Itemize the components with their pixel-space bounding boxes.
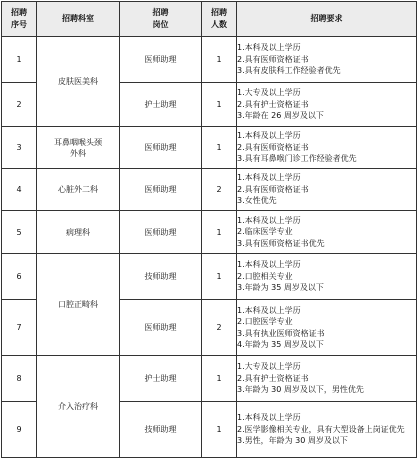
requirement-line: 4.年龄为 35 周岁及以下 (237, 339, 324, 349)
requirement-line: 1.本科及以上学历 (237, 305, 301, 315)
count-cell: 1 (202, 37, 237, 83)
post-cell: 医师助理 (120, 211, 202, 254)
requirement-line: 1.本科及以上学历 (237, 260, 301, 270)
count-cell: 1 (202, 402, 237, 458)
header-seq (2, 2, 37, 37)
requirement-line: 3.年龄在 26 周岁及以下 (237, 111, 324, 121)
post-cell: 技师助理 (120, 254, 202, 300)
requirements-cell (237, 37, 417, 83)
table-row (2, 169, 417, 211)
requirement-line: 1.本科及以上学历 (237, 215, 301, 225)
seq-cell: 9 (2, 402, 37, 458)
seq-cell: 6 (2, 254, 37, 300)
header-dept: 招聘科室 (37, 2, 120, 37)
header-count-line1: 招聘 (211, 8, 227, 17)
post-cell: 护士助理 (120, 356, 202, 402)
header-seq-line2: 序号 (11, 20, 27, 29)
seq-cell: 5 (2, 211, 37, 254)
post-cell: 医师助理 (120, 127, 202, 169)
requirements-cell (237, 211, 417, 254)
requirement-line: 3.年龄为 35 周岁及以下 (237, 283, 324, 293)
count-cell: 2 (202, 300, 237, 356)
requirement-line: 3.男性，年龄为 30 周岁及以下 (237, 436, 348, 446)
requirement-line: 2.口腔医学专业 (237, 317, 293, 327)
requirements-cell (237, 300, 417, 356)
requirement-line: 3.年龄为 30 周岁及以下，男性优先 (237, 385, 364, 395)
requirement-line: 2.临床医学专业 (237, 227, 293, 237)
post-cell: 技师助理 (120, 402, 202, 458)
requirement-line: 3.具有皮肤科工作经验者优先 (237, 66, 341, 76)
table-row (2, 356, 417, 402)
requirement-line: 2.口腔相关专业 (237, 271, 293, 281)
requirement-line: 1.本科及以上学历 (237, 413, 301, 423)
count-cell: 1 (202, 254, 237, 300)
header-count-line2: 人数 (211, 20, 227, 29)
requirements-cell (237, 83, 417, 127)
requirement-line: 1.本科及以上学历 (237, 173, 301, 183)
requirements-cell (237, 127, 417, 169)
requirements-cell (237, 254, 417, 300)
count-cell: 1 (202, 211, 237, 254)
seq-cell: 4 (2, 169, 37, 211)
requirement-line: 1.本科及以上学历 (237, 43, 301, 53)
requirement-line: 2.具有医师资格证书 (237, 142, 309, 152)
dept-cell: 口腔正畸科 (37, 254, 120, 356)
requirement-line: 3.具有执业医师资格证书 (237, 328, 325, 338)
requirement-line: 2.具有护士资格证书 (237, 373, 309, 383)
requirement-line: 2.具有医师资格证书 (237, 184, 309, 194)
table-row (2, 254, 417, 300)
requirement-line: 2.具有医师资格证书 (237, 54, 309, 64)
table-row (2, 211, 417, 254)
header-seq-line1: 招聘 (11, 8, 27, 17)
post-cell: 护士助理 (120, 83, 202, 127)
dept-cell: 皮肤医美科 (37, 37, 120, 127)
table-row (2, 37, 417, 83)
recruitment-table (1, 1, 417, 458)
header-count (202, 2, 237, 37)
count-cell: 1 (202, 83, 237, 127)
count-cell: 2 (202, 169, 237, 211)
requirements-cell (237, 402, 417, 458)
requirement-line: 2.医学影像相关专业，具有大型设备上岗证优先 (237, 424, 405, 434)
dept-cell: 耳鼻咽喉头颈外科 (37, 127, 120, 169)
dept-cell: 病理科 (37, 211, 120, 254)
header-post-line2: 岗位 (152, 20, 169, 29)
requirements-cell (237, 356, 417, 402)
requirement-line: 3.具有医师资格证书优先 (237, 238, 325, 248)
seq-cell: 3 (2, 127, 37, 169)
requirement-line: 1.本科及以上学历 (237, 131, 301, 141)
requirements-cell (237, 169, 417, 211)
count-cell: 1 (202, 127, 237, 169)
dept-cell: 心脏外二科 (37, 169, 120, 211)
header-req: 招聘要求 (237, 2, 417, 37)
requirement-line: 1.大专及以上学历 (237, 88, 301, 98)
seq-cell: 1 (2, 37, 37, 83)
table-header-row (2, 2, 417, 37)
requirement-line: 3.女性优先 (237, 196, 277, 206)
post-cell: 医师助理 (120, 169, 202, 211)
dept-cell: 介入治疗科 (37, 356, 120, 458)
table-row (2, 127, 417, 169)
requirement-line: 3.具有耳鼻喉门诊工作经验者优先 (237, 154, 357, 164)
header-post (120, 2, 202, 37)
requirement-line: 1.大专及以上学历 (237, 362, 301, 372)
count-cell: 1 (202, 356, 237, 402)
header-post-line1: 招聘 (152, 8, 169, 17)
seq-cell: 2 (2, 83, 37, 127)
requirement-line: 2.具有护士资格证书 (237, 99, 309, 109)
seq-cell: 7 (2, 300, 37, 356)
post-cell: 医师助理 (120, 37, 202, 83)
seq-cell: 8 (2, 356, 37, 402)
post-cell: 医师助理 (120, 300, 202, 356)
